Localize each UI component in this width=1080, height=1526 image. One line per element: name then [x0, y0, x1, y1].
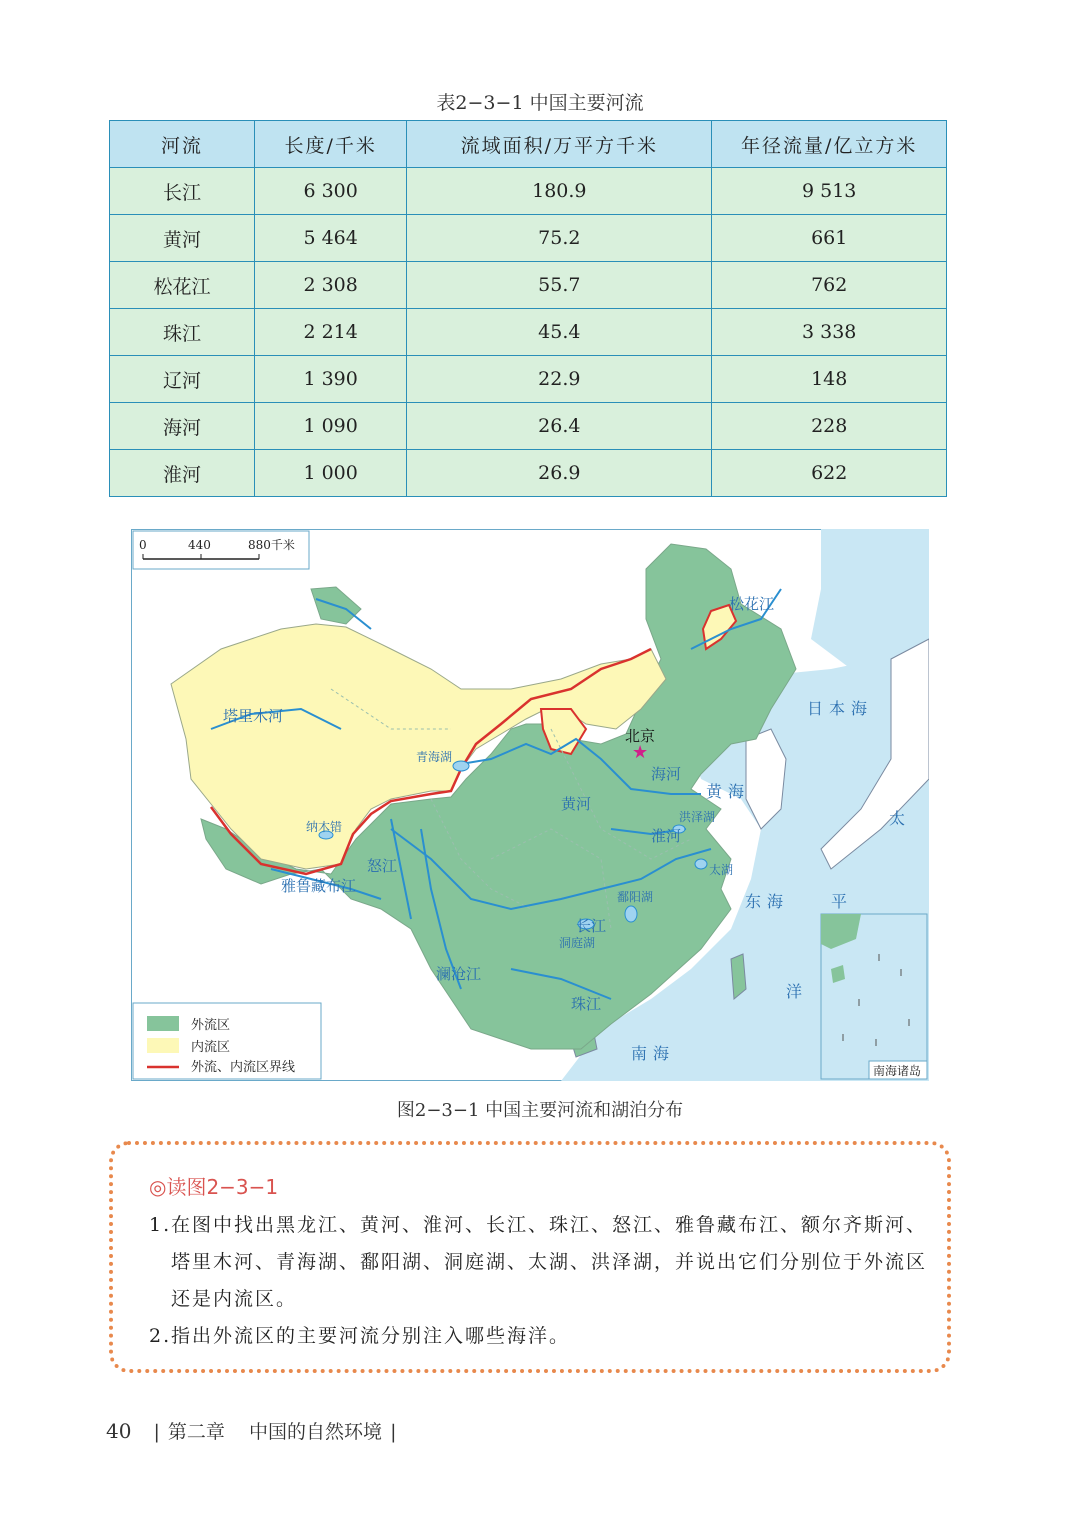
- table-cell: 5 464: [255, 215, 407, 262]
- table-cell: 9 513: [712, 168, 947, 215]
- table-cell: 622: [712, 450, 947, 497]
- star-icon: ★: [632, 742, 649, 763]
- exercise-list: [149, 1207, 929, 1355]
- table-cell: 珠江: [110, 309, 255, 356]
- table-row: [110, 403, 947, 450]
- footer-divider: |: [390, 1421, 397, 1443]
- china-rivers-map: [131, 529, 929, 1081]
- table-row: [110, 450, 947, 497]
- exercise-item: [149, 1318, 929, 1355]
- label-namtso: 纳木错: [306, 820, 343, 834]
- exercise-text: 指出外流区的主要河流分别注入哪些海洋。: [171, 1325, 571, 1347]
- label-pacific-3: 洋: [786, 982, 809, 1001]
- exercise-number: 2.: [149, 1325, 172, 1347]
- svg-text:880千米: 880千米: [248, 538, 295, 552]
- label-east-sea: 东海: [745, 892, 790, 911]
- page-number: 40: [106, 1419, 132, 1443]
- label-hai: 海河: [651, 765, 682, 783]
- label-yellow-river: 黄河: [561, 795, 592, 813]
- chapter-title: 中国的自然环境: [249, 1421, 383, 1443]
- lake-qinghai: [453, 761, 469, 771]
- label-pearl: 珠江: [571, 995, 602, 1013]
- header-cell: 年径流量/亿立方米: [712, 121, 947, 168]
- legend-swatch-interior: [147, 1038, 179, 1053]
- table-cell: 1 390: [255, 356, 407, 403]
- svg-text:0: 0: [139, 538, 147, 552]
- label-yellow-sea: 黄海: [706, 782, 751, 801]
- table-cell: 长江: [110, 168, 255, 215]
- label-huai: 淮河: [651, 827, 682, 845]
- exercise-item: [149, 1207, 929, 1318]
- label-yarlung: 雅鲁藏布江: [281, 877, 357, 895]
- label-tarim: 塔里木河: [223, 707, 284, 725]
- table-row: [110, 215, 947, 262]
- label-yangtze: 长江: [576, 917, 607, 935]
- table-cell: 75.2: [407, 215, 712, 262]
- label-hongze: 洪泽湖: [679, 810, 716, 824]
- table-row: [110, 309, 947, 356]
- table-cell: 22.9: [407, 356, 712, 403]
- table-cell: 228: [712, 403, 947, 450]
- table-cell: 762: [712, 262, 947, 309]
- header-cell: 流域面积/万平方千米: [407, 121, 712, 168]
- table-header-row: [110, 121, 947, 168]
- lake-tai: [695, 859, 707, 869]
- label-songhua: 松花江: [729, 595, 775, 613]
- table-cell: 148: [712, 356, 947, 403]
- legend-swatch-exterior: [147, 1016, 179, 1031]
- table-cell: 26.9: [407, 450, 712, 497]
- inset-south-china-sea: [821, 914, 927, 1079]
- label-japan-sea: 日本海: [807, 699, 874, 718]
- label-lancang: 澜沧江: [436, 965, 482, 983]
- table-cell: 1 000: [255, 450, 407, 497]
- exercise-box: [109, 1141, 951, 1373]
- table-cell: 661: [712, 215, 947, 262]
- label-tai: 太湖: [709, 863, 734, 877]
- table-cell: 1 090: [255, 403, 407, 450]
- label-dongting: 洞庭湖: [559, 936, 596, 950]
- lake-poyang: [625, 906, 637, 922]
- table-cell: 松花江: [110, 262, 255, 309]
- header-cell: 河流: [110, 121, 255, 168]
- table-cell: 海河: [110, 403, 255, 450]
- table-cell: 3 338: [712, 309, 947, 356]
- label-pacific-1: 太: [889, 809, 912, 828]
- svg-text:440: 440: [188, 538, 211, 552]
- figure-caption: 图2−3−1 中国主要河流和湖泊分布: [396, 1100, 684, 1121]
- table-cell: 淮河: [110, 450, 255, 497]
- chapter-label: 第二章: [167, 1421, 225, 1443]
- label-qinghai: 青海湖: [416, 750, 453, 764]
- scale-bar: [133, 531, 309, 569]
- exercise-title: ◎读图2−3−1: [149, 1175, 279, 1199]
- rivers-table: [109, 120, 947, 497]
- map-legend: [133, 1003, 321, 1079]
- exercise-text: 在图中找出黑龙江、黄河、淮河、长江、珠江、怒江、雅鲁藏布江、额尔齐斯河、塔里木河、青海湖、鄱阳湖、洞庭湖、太湖、洪泽湖，并说出它们分别位于外流区还是内流区。: [171, 1214, 928, 1310]
- capital-label: 北京: [625, 727, 656, 745]
- svg-text:外流区: 外流区: [191, 1018, 231, 1033]
- label-nu: 怒江: [367, 857, 398, 875]
- header-cell: 长度/千米: [255, 121, 407, 168]
- table-cell: 2 308: [255, 262, 407, 309]
- svg-text:南海诸岛: 南海诸岛: [873, 1064, 922, 1078]
- svg-text:外流、内流区界线: 外流、内流区界线: [191, 1060, 296, 1075]
- svg-text:内流区: 内流区: [191, 1040, 231, 1055]
- table-cell: 45.4: [407, 309, 712, 356]
- label-poyang: 鄱阳湖: [617, 890, 654, 904]
- table-cell: 黄河: [110, 215, 255, 262]
- table-row: [110, 168, 947, 215]
- table-cell: 2 214: [255, 309, 407, 356]
- page-footer: [106, 1417, 404, 1444]
- table-cell: 辽河: [110, 356, 255, 403]
- table-caption: 表2−3−1 中国主要河流: [436, 92, 644, 114]
- exercise-number: 1.: [149, 1214, 172, 1236]
- table-cell: 180.9: [407, 168, 712, 215]
- table-cell: 6 300: [255, 168, 407, 215]
- footer-divider: |: [153, 1421, 160, 1443]
- label-south-sea: 南海: [631, 1044, 676, 1063]
- table-row: [110, 356, 947, 403]
- label-pacific-2: 平: [831, 892, 854, 911]
- table-cell: 26.4: [407, 403, 712, 450]
- table-cell: 55.7: [407, 262, 712, 309]
- table-row: [110, 262, 947, 309]
